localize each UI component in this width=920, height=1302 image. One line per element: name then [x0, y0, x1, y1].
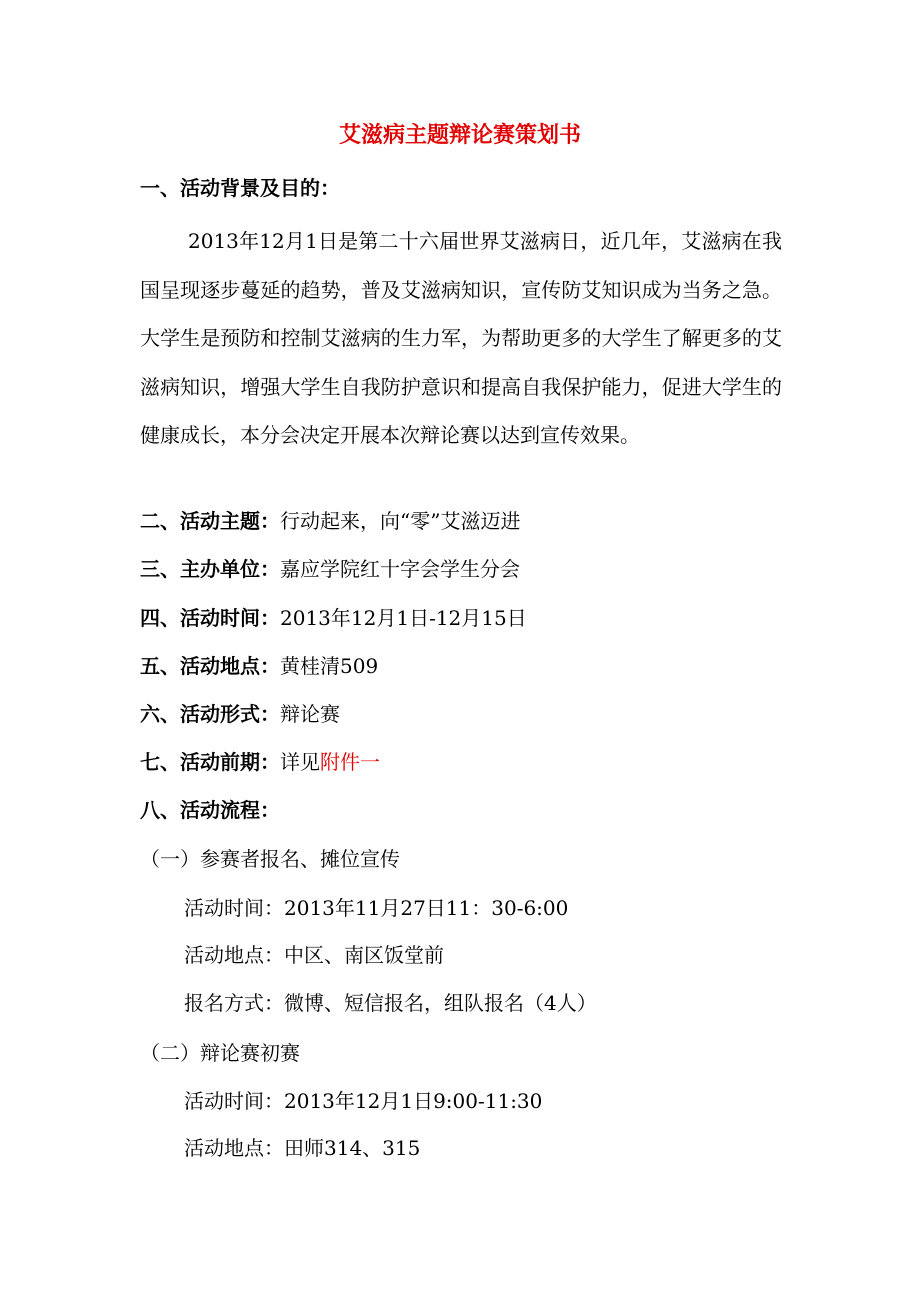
appendix-link[interactable]: 附件一 [320, 750, 380, 774]
section-form-heading: 六、活动形式： [140, 702, 280, 726]
stage1-time: 活动时间：2013年11月27日11：30-6:00 [184, 896, 569, 920]
section-theme [140, 509, 520, 533]
document-title: 艾滋病主题辩论赛策划书 [338, 122, 581, 148]
stage1-place: 活动地点：中区、南区饭堂前 [184, 943, 444, 967]
section-prep-heading: 七、活动前期： [140, 750, 280, 774]
section-theme-value: 行动起来，向“零”艾滋迈进 [280, 509, 521, 533]
background-paragraph: 2013年12月1日是第二十六届世界艾滋病日，近几年，艾滋病在我国呈现逐步蔓延的趋势，普及艾滋病知识，宣传防艾知识成为当务之急。大学生是预防和控制艾滋病的生力军，为帮助更多的大学生了解更多的艾滋病知识，增强大学生自我防护意识和提高自我保护能力，促进大学生的健康成长，本分会决定开展本次辩论赛以达到宣传效果。 [140, 229, 782, 448]
section-background-heading: 一、活动背景及目的： [140, 176, 340, 200]
section-prep-prefix: 详见 [280, 750, 320, 774]
section-organizer [140, 557, 520, 581]
stage2-title: （二）辩论赛初赛 [140, 1041, 300, 1065]
section-prep [140, 750, 380, 774]
section-place [140, 654, 378, 678]
section-time-heading: 四、活动时间： [140, 606, 280, 630]
stage2-place: 活动地点：田师314、315 [184, 1136, 421, 1160]
section-form-value: 辩论赛 [280, 702, 340, 726]
stage1-title: （一）参赛者报名、摊位宣传 [140, 847, 400, 871]
section-process-heading: 八、活动流程： [140, 798, 280, 822]
section-organizer-heading: 三、主办单位： [140, 557, 280, 581]
section-time [140, 606, 527, 630]
section-form [140, 702, 340, 726]
section-place-value: 黄桂清509 [280, 654, 379, 678]
section-time-value: 2013年12月1日-12月15日 [280, 606, 527, 630]
section-organizer-value: 嘉应学院红十字会学生分会 [280, 557, 520, 581]
section-theme-heading: 二、活动主题： [140, 509, 280, 533]
stage2-time: 活动时间：2013年12月1日9:00-11:30 [184, 1089, 543, 1113]
section-place-heading: 五、活动地点： [140, 654, 280, 678]
stage1-signup: 报名方式：微博、短信报名，组队报名（4人） [184, 991, 597, 1015]
